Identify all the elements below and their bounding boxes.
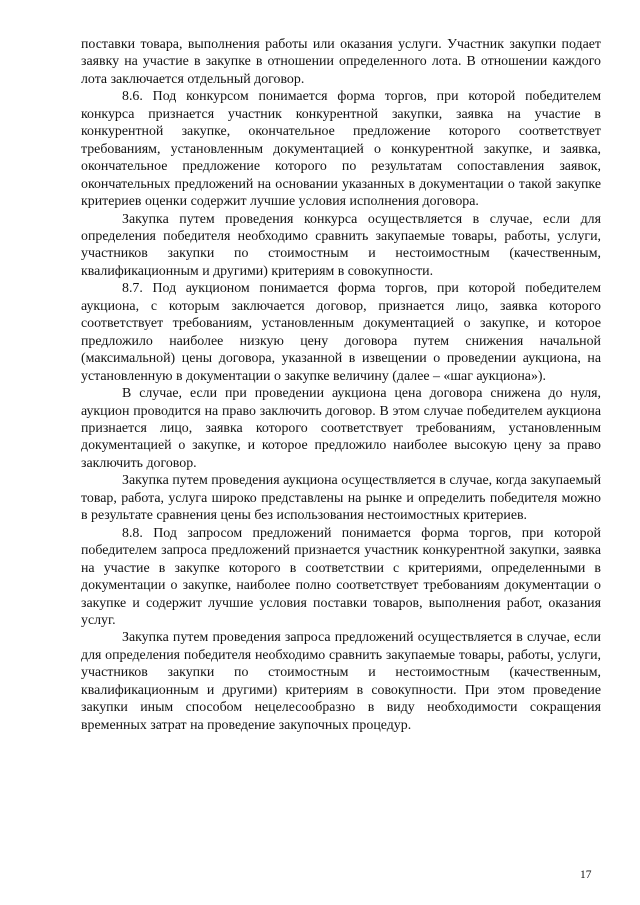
paragraph-8-7-auction-definition: 8.7. Под аукционом понимается форма торгов, при которой победителем аукциона, с которым заключается договор, признается лицо, заявка которого соответствует требованиям, установленным документацией о закупке, и которое предложило наиболее низкую цену договора путем снижения начальной (максимальной) цены договора, указанной в извещении о проведении аукциона, на установленную в документации о закупке величину (далее – «шаг аукциона»). (81, 281, 601, 384)
paragraph-8-6-contest-definition: 8.6. Под конкурсом понимается форма торгов, при которой победителем конкурса признается участник конкурентной закупки, заявка на участие в конкурентной закупке, окончательное предложение которого соответствует требованиям, установленным документацией о конкурентной закупке, и заявка, окончательное предложение которого по результатам сопоставления заявок, окончательных предложений на основании указанных в документации о такой закупке критериев оценки содержит лучшие условия исполнения договора. (81, 89, 601, 210)
paragraph-contest-usage: Закупка путем проведения конкурса осуществляется в случае, если для определения победителя необходимо сравнить закупаемые товары, работы, услуги, участников закупки по стоимостным и нестоимостным (качественным, квалификационным и другими) критериям в совокупности. (81, 211, 601, 279)
paragraph-auction-zero-price: В случае, если при проведении аукциона цена договора снижена до нуля, аукцион проводится на право заключить договор. В этом случае победителем аукциона признается лицо, заявка которого соответствует требованиям, установленным документацией о закупке, и которое предложило наиболее высокую цену за право заключить договор. (81, 386, 601, 471)
paragraph-continuation: поставки товара, выполнения работы или оказания услуги. Участник закупки подает заявку на участие в закупке в отношении определенного лота. В отношении каждого лота заключается отдельный договор. (81, 37, 601, 87)
document-body (81, 36, 601, 734)
page-number: 17 (580, 869, 592, 881)
paragraph-auction-usage: Закупка путем проведения аукциона осуществляется в случае, когда закупаемый товар, работа, услуга широко представлены на рынке и определить победителя можно в результате сравнения цены без использования нестоимостных критериев. (81, 473, 601, 524)
paragraph-8-8-request-for-proposals-definition: 8.8. Под запросом предложений понимается форма торгов, при которой победителем запроса предложений признается участник конкурентной закупки, заявка на участие в закупке которого в соответствии с критериями, определенными в документации о закупке, наиболее полно соответствует требованиям документации о закупке и содержит лучшие условия поставки товаров, выполнения работ, оказания услуг. (81, 525, 601, 628)
paragraph-request-for-proposals-usage: Закупка путем проведения запроса предложений осуществляется в случае, если для определения победителя необходимо сравнить закупаемые товары, работы, услуги, участников закупки по стоимостным и нестоимостным (качественным, квалификационным и другими) критериям в совокупности. При этом проведение закупки иным способом нецелесообразно в виду необходимости сокращения временных затрат на проведение закупочных процедур. (81, 630, 601, 733)
